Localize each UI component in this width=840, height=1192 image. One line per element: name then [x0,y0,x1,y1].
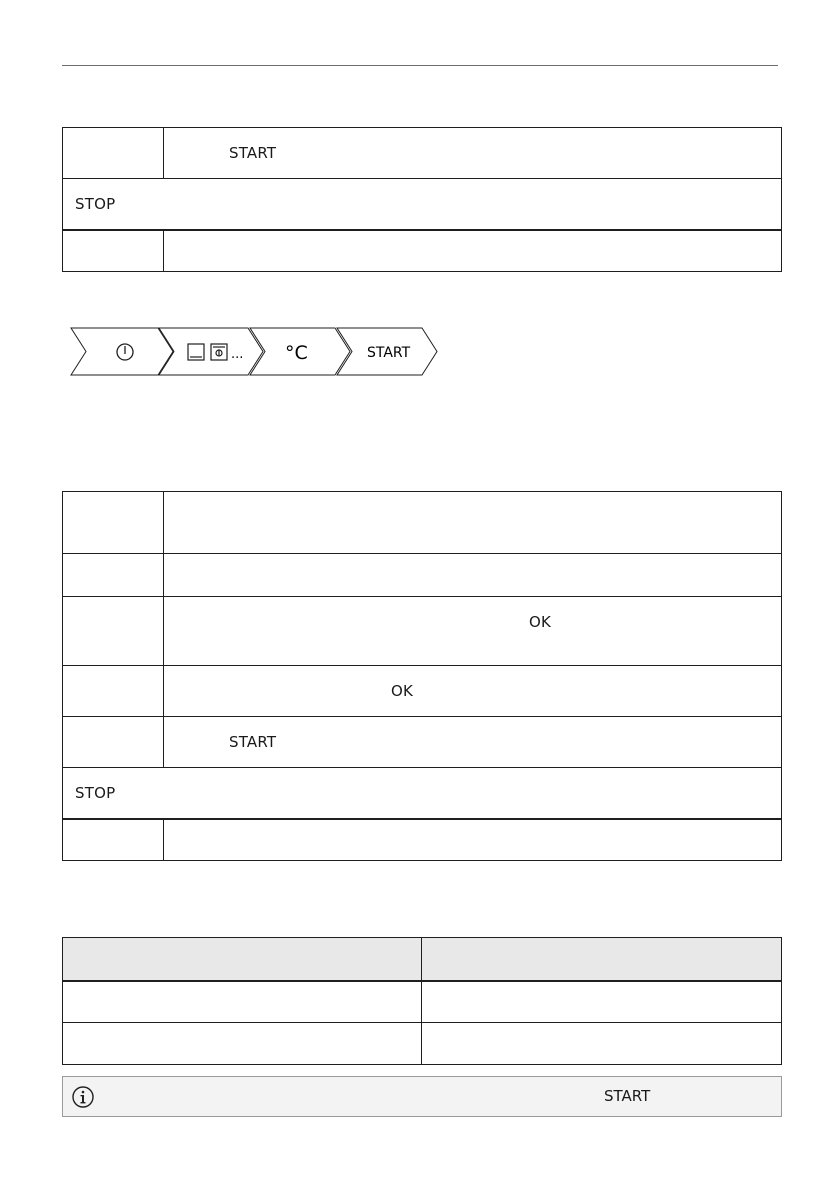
info-icon [71,1085,95,1109]
info-table [62,937,782,1065]
step-number [63,492,164,554]
table-row [63,717,782,768]
step-text [164,492,782,554]
start-button-label: START [367,345,411,361]
start-button-label: START [229,733,277,751]
step-text [164,717,782,768]
flow-diagram [70,327,440,376]
table-header-row [63,938,782,981]
table-row [63,819,782,861]
table-row [63,1023,782,1065]
step-number [63,554,164,597]
step-number [63,128,164,179]
ok-button-label: OK [391,682,414,700]
column-header [63,938,422,981]
table-row [63,981,782,1023]
column-header [422,938,782,981]
ok-button-label: OK [529,613,552,631]
step-text [164,230,782,272]
table-row [63,554,782,597]
stop-button-label: STOP [75,783,116,802]
stop-row [63,768,782,819]
stop-row [63,179,782,230]
step-text [164,666,782,717]
table-row [63,768,782,819]
start-button-label: START [229,144,277,162]
steps-table-2 [62,491,782,861]
step-text [164,597,782,666]
steps-table-1 [62,127,782,272]
step-text [164,128,782,179]
table-row [63,128,782,179]
table-row [63,179,782,230]
table-row [63,666,782,717]
step-text [164,554,782,597]
table-row [63,230,782,272]
flow-step-power [71,328,173,375]
step-number [63,819,164,861]
header-rule [62,65,778,66]
table-cell [63,1023,422,1065]
mode-ellipsis: ... [231,347,244,362]
step-text [164,819,782,861]
step-number [63,597,164,666]
start-button-label: START [604,1087,651,1105]
step-number [63,717,164,768]
table-row [63,597,782,666]
table-cell [422,981,782,1023]
info-note [62,1076,782,1117]
celsius-icon: °C [285,342,308,364]
table-cell [422,1023,782,1065]
step-number [63,666,164,717]
step-number [63,230,164,272]
table-cell [63,981,422,1023]
table-row [63,492,782,554]
stop-button-label: STOP [75,194,116,213]
